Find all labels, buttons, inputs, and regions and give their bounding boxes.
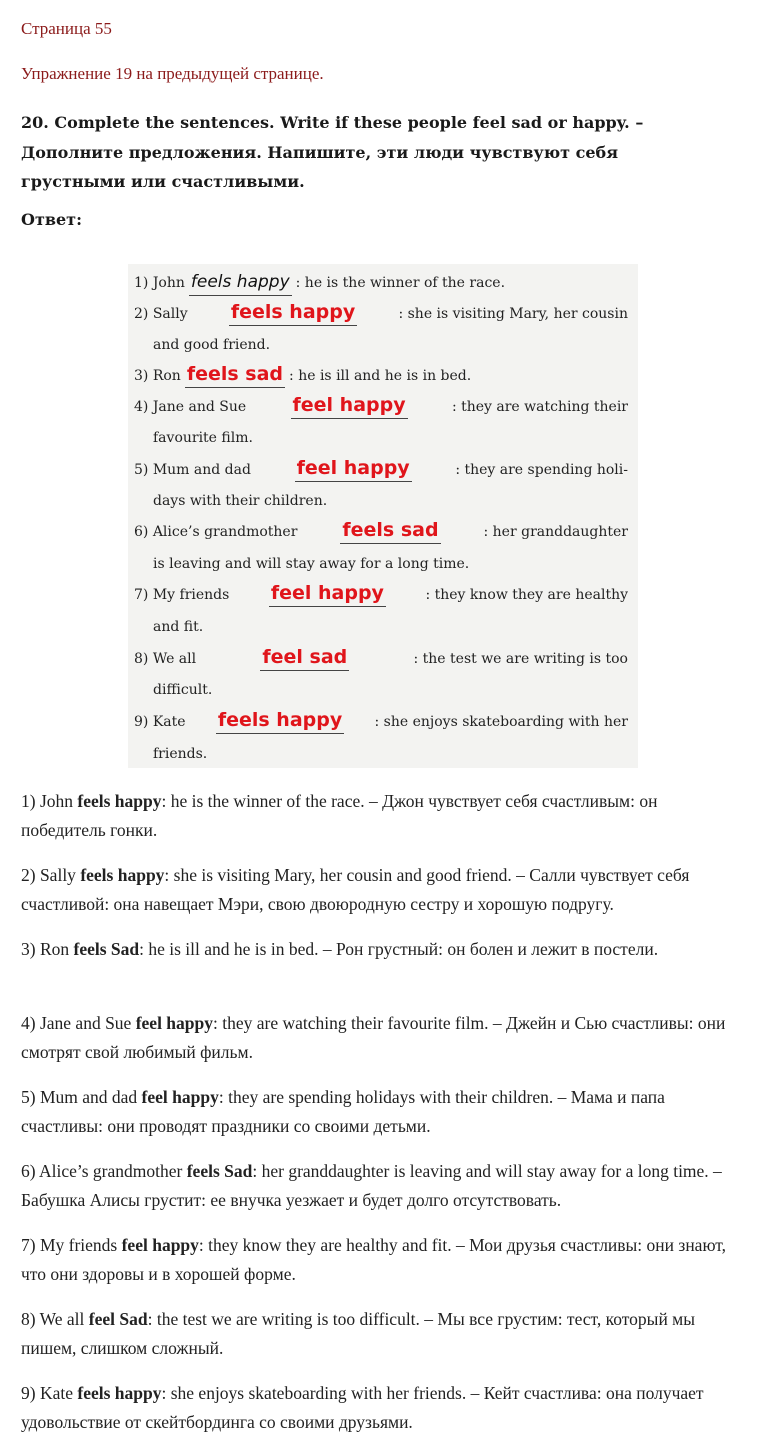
textbook-line-continuation [153, 612, 628, 642]
translation-answer: feel happy [135, 1013, 214, 1033]
textbook-sentence [134, 580, 628, 610]
translation-paragraph [21, 1231, 746, 1289]
sentence-start: 7) My friends [134, 587, 230, 603]
sentence-end: : they are spending holi- [455, 462, 628, 478]
translation-rest: : her granddaughter is leaving and will stay away for a long time. – Бабушка Алисы грустит: ее внучка уезжает и будет долго отсутствовать. [21, 1161, 722, 1210]
translation-start: 1) John [21, 791, 78, 811]
translation-paragraph [21, 1379, 746, 1437]
sentence-start: 2) Sally [134, 306, 188, 322]
sentence-start: 3) Ron [134, 368, 181, 384]
translation-rest: : she enjoys skateboarding with her friends. – Кейт счастлива: она получает удовольствие от скейтбординга со своими друзьями. [21, 1383, 704, 1432]
filled-answer: feel happy [295, 459, 412, 482]
textbook-sentence [134, 361, 628, 391]
textbook-line-text: difficult. [153, 682, 213, 698]
translation-start: 8) We all [21, 1309, 89, 1329]
sentence-start: 8) We all [134, 651, 197, 667]
translation-paragraph [21, 1305, 746, 1363]
sentence-end: : he is ill and he is in bed. [289, 368, 472, 384]
translation-rest: : they are watching their favourite film. – Джейн и Сью счастливы: они смотрят свой любимый фильм. [21, 1013, 726, 1062]
textbook-line-text: friends. [153, 746, 208, 762]
translation-start: 7) My friends [21, 1235, 122, 1255]
textbook-sentence [134, 517, 628, 547]
textbook-line-continuation [153, 675, 628, 705]
translation-answer: feel Sad [88, 1309, 148, 1329]
filled-answer: feel sad [260, 648, 349, 671]
answer-label: Ответ: [21, 210, 82, 229]
sentence-end: : her granddaughter [483, 524, 628, 540]
translation-answer: feels Sad [73, 939, 140, 959]
sentence-end: : they are watching their [451, 399, 628, 415]
translation-paragraph [21, 935, 746, 964]
textbook-line-continuation [153, 423, 628, 453]
translation-start: 3) Ron [21, 939, 74, 959]
translation-rest: : they know they are healthy and fit. – Мои друзья счастливы: они знают, что они здоровы и в хорошей форме. [21, 1235, 726, 1284]
textbook-sentence [134, 455, 628, 485]
textbook-sentence [134, 299, 628, 329]
textbook-line-text: and fit. [153, 619, 204, 635]
translation-answer: feels Sad [186, 1161, 253, 1181]
textbook-line-continuation [153, 739, 628, 769]
translation-answer: feel happy [141, 1087, 219, 1107]
sentence-end: : the test we are writing is too [413, 651, 628, 667]
textbook-line-text: days with their children. [153, 493, 328, 509]
sentence-start: 6) Alice’s grandmother [134, 524, 298, 540]
handwritten-answer: feels happy [189, 273, 292, 296]
translation-rest: : he is ill and he is in bed. – Рон грустный: он болен и лежит в постели. [139, 939, 659, 959]
textbook-line-text: and good friend. [153, 337, 271, 353]
textbook-line-continuation [153, 486, 628, 516]
translation-start: 5) Mum and dad [21, 1087, 142, 1107]
page-number-link[interactable]: Страница 55 [21, 19, 112, 38]
textbook-sentence [134, 644, 628, 674]
filled-answer: feel happy [291, 396, 408, 419]
filled-answer: feels happy [216, 711, 344, 734]
task-title: 20. Complete the sentences. Write if these people feel sad or happy. – Дополните предложения. Напишите, эти люди чувствуют себя грустными или счастливыми. [21, 113, 644, 191]
translation-start: 6) Alice’s grandmother [21, 1161, 187, 1181]
filled-answer: feels happy [229, 303, 357, 326]
translation-rest: : they are spending holidays with their children. – Мама и папа счастливы: они проводят праздники со своими детьми. [21, 1087, 665, 1136]
translation-start: 9) Kate [21, 1383, 78, 1403]
translation-answer: feels happy [77, 1383, 162, 1403]
textbook-image [128, 264, 638, 768]
filled-answer: feels sad [185, 365, 285, 388]
textbook-line-continuation [153, 549, 628, 579]
translation-rest: : she is visiting Mary, her cousin and good friend. – Салли чувствует себя счастливой: она навещает Мэри, свою двоюродную сестру и хорошую подругу. [21, 865, 690, 914]
filled-answer: feels sad [340, 521, 440, 544]
translation-paragraph [21, 1157, 746, 1215]
textbook-line-text: is leaving and will stay away for a long time. [153, 556, 470, 572]
textbook-line-continuation [153, 330, 628, 360]
textbook-sentence [134, 707, 628, 737]
sentence-end: : he is the winner of the race. [295, 275, 506, 291]
sentence-end: : they know they are healthy [425, 587, 628, 603]
sentence-start: 9) Kate [134, 714, 186, 730]
translation-start: 4) Jane and Sue [21, 1013, 136, 1033]
translation-rest: : the test we are writing is too difficult. – Мы все грустим: тест, который мы пишем, слишком сложный. [21, 1309, 696, 1358]
translation-answer: feels happy [80, 865, 165, 885]
sentence-start: 4) Jane and Sue [134, 399, 247, 415]
translation-paragraph [21, 1009, 746, 1067]
sentence-start: 5) Mum and dad [134, 462, 251, 478]
translation-paragraph [21, 1083, 746, 1141]
translation-paragraph [21, 861, 746, 919]
textbook-sentence [134, 392, 628, 422]
textbook-line-text: favourite film. [153, 430, 253, 446]
translation-answer: feel happy [121, 1235, 199, 1255]
sentence-end: : she is visiting Mary, her cousin [398, 306, 628, 322]
filled-answer: feel happy [269, 584, 386, 607]
textbook-sentence [134, 268, 628, 298]
translation-rest: : he is the winner of the race. – Джон чувствует себя счастливым: он победитель гонки. [21, 791, 658, 840]
translation-start: 2) Sally [21, 865, 81, 885]
previous-exercise-link[interactable]: Упражнение 19 на предыдущей странице. [21, 64, 324, 83]
translation-answer: feels happy [77, 791, 162, 811]
sentence-end: : she enjoys skateboarding with her [374, 714, 628, 730]
translation-paragraph [21, 787, 746, 845]
sentence-start: 1) John [134, 275, 185, 291]
